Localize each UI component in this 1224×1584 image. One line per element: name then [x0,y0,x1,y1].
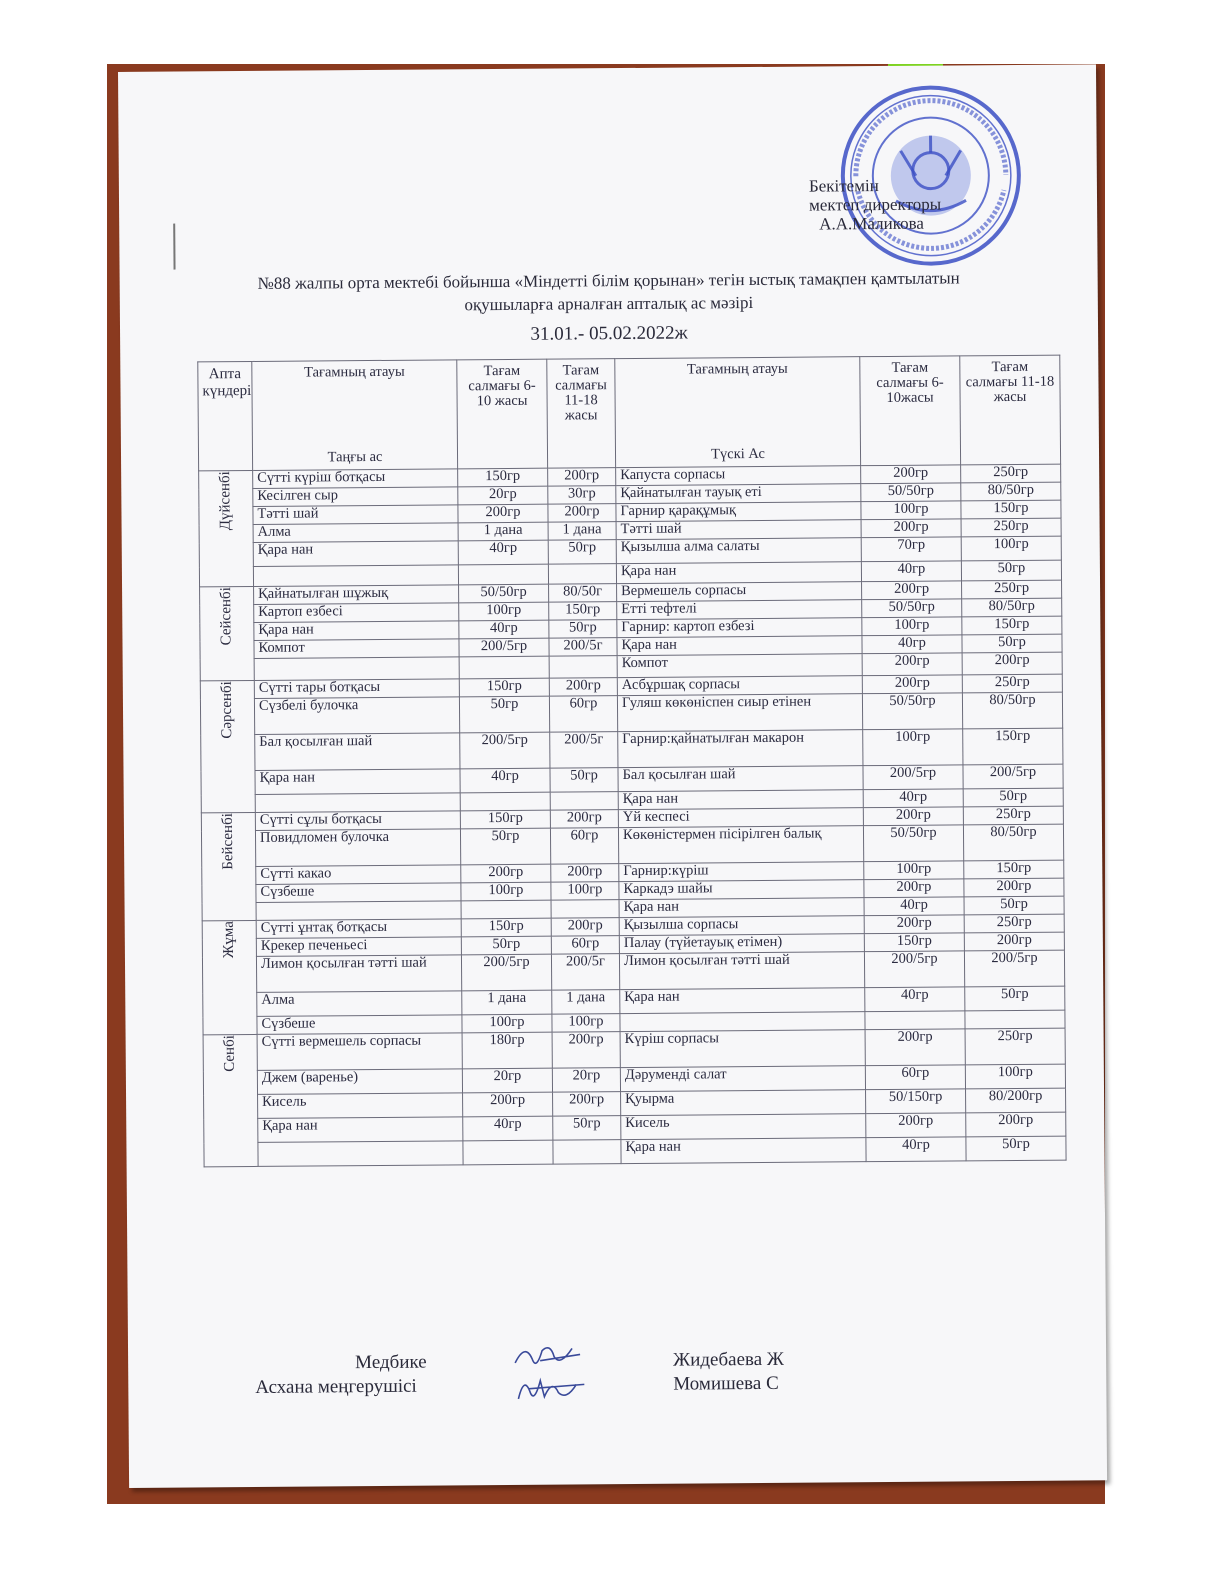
lunch-weight-6-10-cell: 70гр [861,537,961,562]
breakfast-weight-11-18-cell [549,656,617,679]
breakfast-dish-cell: Сүзбеше [256,883,461,903]
lunch-dish-cell: Гарнир қарақұмық [616,502,861,522]
breakfast-dish-cell: Алма [253,523,458,543]
breakfast-dish-cell: Қара нан [253,541,458,567]
lunch-dish-cell: Қара нан [621,1138,866,1164]
lunch-weight-11-18-cell: 200/5гр [964,950,1064,987]
lunch-weight-6-10-cell: 40гр [861,561,961,582]
breakfast-weight-6-10-cell: 1 дана [462,990,552,1015]
breakfast-weight-11-18-cell: 150гр [549,602,617,621]
lunch-weight-11-18-cell: 250гр [962,674,1062,693]
table-header-row [198,355,1061,471]
lunch-dish-cell: Етті тефтелі [617,600,862,620]
header-breakfast-sub: Таңғы ас [327,448,383,466]
breakfast-weight-6-10-cell: 180гр [462,1032,552,1069]
lunch-weight-11-18-cell: 250гр [964,914,1064,933]
day-cell [200,680,255,812]
lunch-weight-11-18-cell: 200гр [964,932,1064,951]
lunch-dish-cell: Көкөністермен пісірілген балық [618,826,863,864]
lunch-dish-cell: Күріш сорпасы [620,1030,865,1068]
breakfast-weight-11-18-cell: 50гр [549,620,617,639]
breakfast-weight-11-18-cell: 50гр [553,1116,621,1141]
day-name: Бейсенбі [219,813,237,870]
breakfast-weight-6-10-cell [459,656,549,679]
breakfast-weight-6-10-cell: 20гр [458,486,548,505]
breakfast-weight-6-10-cell: 150гр [461,918,551,937]
lunch-weight-11-18-cell: 50гр [966,1136,1066,1161]
lunch-weight-6-10-cell: 200гр [861,519,961,538]
breakfast-dish-cell: Сүзбеше [257,1015,462,1035]
header-lunch-name: Тағамның атауы Түскі Ас [615,357,861,468]
day-cell [203,1034,258,1166]
lunch-weight-6-10-cell: 100гр [864,861,964,880]
breakfast-weight-6-10-cell: 20гр [462,1068,552,1093]
breakfast-weight-6-10-cell [458,564,548,585]
lunch-weight-11-18-cell: 50гр [961,560,1061,581]
breakfast-weight-11-18-cell: 50гр [550,768,618,793]
breakfast-dish-cell [255,793,460,813]
menu-table [197,355,1066,1168]
lunch-dish-cell [620,1012,865,1032]
breakfast-weight-11-18-cell: 60гр [551,936,619,955]
lunch-weight-6-10-cell: 40гр [864,897,964,916]
breakfast-dish-cell: Қара нан [258,1117,463,1143]
header-lunch-weight-6-10: Тағам салмағы 6-10жасы [860,356,961,466]
approval-line-2: мектеп директоры [808,194,942,215]
lunch-weight-6-10-cell: 200/5гр [863,765,963,790]
lunch-weight-6-10-cell: 200гр [864,915,964,934]
breakfast-dish-cell: Повидломен булочка [255,829,460,867]
breakfast-dish-cell: Кисель [258,1093,463,1119]
lunch-weight-11-18-cell: 80/50гр [962,692,1062,729]
lunch-weight-11-18-cell: 100гр [961,536,1061,561]
nurse-role: Медбике [355,1351,427,1374]
nurse-name: Жидебаева Ж [673,1348,784,1371]
breakfast-weight-6-10-cell: 50гр [460,828,550,865]
lunch-dish-cell: Қара нан [617,636,862,656]
lunch-weight-6-10-cell: 50/50гр [862,599,962,618]
lunch-weight-11-18-cell: 250гр [965,1028,1065,1065]
breakfast-weight-11-18-cell: 200гр [548,468,616,487]
approval-line-3: А.А.Маликова [819,213,924,234]
lunch-weight-6-10-cell: 100гр [862,617,962,636]
lunch-weight-6-10-cell: 40гр [862,635,962,654]
lunch-dish-cell: Компот [617,654,862,678]
breakfast-weight-6-10-cell [460,792,550,811]
approval-line-1: Бекітемін [808,176,879,196]
breakfast-weight-11-18-cell: 200гр [551,864,619,883]
breakfast-weight-6-10-cell: 40гр [463,1116,553,1141]
lunch-weight-11-18-cell: 50гр [962,634,1062,653]
breakfast-dish-cell: Сүтті вермешель сорпасы [257,1033,462,1071]
lunch-weight-6-10-cell: 200гр [864,879,964,898]
lunch-weight-11-18-cell: 100гр [965,1064,1065,1089]
breakfast-dish-cell: Крекер печеньесі [256,937,461,957]
breakfast-dish-cell: Қара нан [255,769,460,795]
lunch-weight-6-10-cell: 50/50гр [862,693,962,730]
lunch-weight-6-10-cell: 50/150гр [866,1089,966,1114]
day-cell [202,920,257,1034]
day-name: Сенбі [221,1035,238,1072]
lunch-weight-6-10-cell: 50/50гр [863,825,963,862]
lunch-dish-cell: Вермешель сорпасы [617,582,862,602]
lunch-dish-cell: Бал қосылған шай [618,766,863,792]
document-page [118,64,1107,1488]
day-name: Дүйсенбі [217,471,234,531]
day-cell [201,812,256,920]
lunch-weight-6-10-cell [865,1011,965,1030]
lunch-weight-6-10-cell: 200гр [863,807,963,826]
approval-block [809,176,942,234]
breakfast-weight-6-10-cell [461,900,551,919]
breakfast-weight-6-10-cell: 1 дана [458,522,548,541]
lunch-dish-cell: Каркадэ шайы [619,880,864,900]
lunch-weight-11-18-cell: 250гр [962,580,1062,599]
lunch-weight-11-18-cell: 150гр [962,616,1062,635]
lunch-weight-11-18-cell: 250гр [963,806,1063,825]
header-day: Апта күндері [198,361,253,470]
breakfast-weight-6-10-cell: 100гр [461,882,551,901]
breakfast-weight-11-18-cell: 200гр [549,678,617,697]
breakfast-weight-11-18-cell: 200/5г [549,638,617,657]
day-name: Сейсенбі [218,587,235,646]
header-weight-11-18: Тағам салмағы 11-18 жасы [547,359,616,469]
lunch-weight-11-18-cell: 150гр [963,728,1063,765]
breakfast-weight-6-10-cell: 200/5гр [459,638,549,657]
breakfast-weight-11-18-cell: 200гр [552,1032,620,1069]
breakfast-weight-6-10-cell: 150гр [460,810,550,829]
breakfast-weight-6-10-cell: 200гр [461,864,551,883]
lunch-weight-6-10-cell: 150гр [864,933,964,952]
lunch-weight-6-10-cell: 200гр [862,653,962,676]
kitchen-manager-name: Момишева С [673,1372,779,1395]
menu-body [199,464,1066,1167]
lunch-weight-11-18-cell: 200/5гр [963,764,1063,789]
breakfast-dish-cell: Сүзбелі булочка [254,697,459,735]
lunch-weight-6-10-cell: 40гр [863,789,963,808]
breakfast-weight-11-18-cell [551,900,619,919]
lunch-dish-cell: Үй кеспесі [618,808,863,828]
lunch-dish-cell: Палау (түйетауық етімен) [619,934,864,954]
breakfast-weight-6-10-cell: 40гр [458,540,548,565]
breakfast-weight-6-10-cell: 50гр [459,696,549,733]
breakfast-dish-cell: Лимон қосылған тәтті шай [256,955,461,993]
breakfast-weight-6-10-cell: 40гр [459,620,549,639]
lunch-weight-11-18-cell: 80/200гр [966,1088,1066,1113]
lunch-weight-6-10-cell: 100гр [861,501,961,520]
breakfast-weight-11-18-cell: 200гр [553,1092,621,1117]
lunch-weight-6-10-cell: 60гр [865,1065,965,1090]
breakfast-dish-cell [256,901,461,921]
breakfast-dish-cell: Кесілген сыр [253,487,458,507]
lunch-dish-cell: Асбұршақ сорпасы [617,676,862,696]
breakfast-weight-11-18-cell [548,564,616,585]
header-weight-6-10: Тағам салмағы 6-10 жасы [457,359,548,469]
handwritten-signatures-icon [510,1340,591,1411]
breakfast-weight-6-10-cell: 100гр [459,602,549,621]
document-dates: 31.01.- 05.02.2022ж [530,322,688,345]
lunch-weight-11-18-cell: 150гр [961,500,1061,519]
lunch-dish-cell: Тәтті шай [616,520,861,540]
breakfast-dish-cell: Компот [254,639,459,659]
lunch-weight-6-10-cell: 40гр [866,1137,966,1162]
breakfast-weight-11-18-cell: 60гр [549,696,617,733]
breakfast-dish-cell: Алма [257,991,462,1017]
lunch-dish-cell: Қара нан [616,562,861,584]
lunch-weight-11-18-cell: 80/50гр [963,824,1063,861]
breakfast-weight-11-18-cell: 30гр [548,486,616,505]
lunch-dish-cell: Дәрумендi салат [620,1066,865,1092]
breakfast-dish-cell: Сүтті күріш ботқасы [253,469,458,489]
day-name: Жұма [220,921,237,959]
breakfast-weight-11-18-cell: 80/50г [549,584,617,603]
breakfast-dish-cell: Қайнатылған шұжық [254,585,459,605]
lunch-dish-cell: Қызылша сорпасы [619,916,864,936]
lunch-dish-cell: Қызылша алма салаты [616,538,861,564]
breakfast-weight-11-18-cell: 200гр [551,918,619,937]
breakfast-weight-6-10-cell: 40гр [460,768,550,793]
lunch-dish-cell: Кисель [621,1114,866,1140]
breakfast-weight-11-18-cell: 100гр [551,882,619,901]
lunch-dish-cell: Қара нан [618,790,863,810]
lunch-weight-6-10-cell: 40гр [865,987,965,1012]
breakfast-weight-11-18-cell: 200/5г [551,954,619,991]
breakfast-dish-cell: Сүтті ұнтақ ботқасы [256,919,461,939]
lunch-weight-11-18-cell: 150гр [964,860,1064,879]
breakfast-dish-cell: Сүтті какао [256,865,461,885]
header-lunch-weight-11-18: Тағам салмағы 11-18 жасы [960,355,1061,465]
breakfast-weight-6-10-cell [463,1140,553,1165]
lunch-dish-cell: Қара нан [620,988,865,1014]
document-title-line-1: №88 жалпы орта мектебі бойынша «Міндетті білім қорынан» тегін ыстық тамақпен қамтылатын [257,268,960,293]
breakfast-weight-6-10-cell: 100гр [462,1014,552,1033]
breakfast-weight-11-18-cell: 20гр [552,1068,620,1093]
lunch-weight-6-10-cell: 200гр [866,1113,966,1138]
lunch-weight-6-10-cell: 200гр [865,1029,965,1066]
lunch-dish-cell: Гарнир:қайнатылған макарон [618,730,863,768]
breakfast-weight-11-18-cell: 100гр [552,1014,620,1033]
breakfast-weight-11-18-cell: 200/5г [550,732,618,769]
lunch-weight-6-10-cell: 200гр [862,581,962,600]
breakfast-dish-cell [254,657,459,681]
breakfast-weight-11-18-cell: 60гр [550,828,618,865]
lunch-dish-cell: Қуырма [621,1090,866,1116]
breakfast-weight-11-18-cell: 200гр [550,810,618,829]
lunch-weight-11-18-cell: 50гр [964,896,1064,915]
lunch-weight-11-18-cell: 80/50гр [961,482,1061,501]
lunch-dish-cell: Гарнир:күріш [619,862,864,882]
lunch-dish-cell: Лимон қосылған тәтті шай [619,952,864,990]
lunch-weight-6-10-cell: 200гр [862,675,962,694]
day-name: Сәрсенбі [218,681,236,739]
breakfast-weight-6-10-cell: 150гр [458,468,548,487]
lunch-weight-6-10-cell: 50/50гр [861,483,961,502]
breakfast-weight-6-10-cell: 200/5гр [461,954,551,991]
lunch-weight-11-18-cell: 80/50гр [962,598,1062,617]
day-cell [199,470,254,586]
breakfast-dish-cell [258,1141,463,1167]
breakfast-weight-6-10-cell: 50/50гр [459,584,549,603]
kitchen-manager-role: Асхана меңгерушісі [255,1375,417,1398]
breakfast-weight-11-18-cell [550,792,618,811]
breakfast-weight-11-18-cell [553,1140,621,1165]
breakfast-dish-cell: Тәтті шай [253,505,458,525]
lunch-dish-cell: Гуляш көкөніспен сиыр етінен [617,694,862,732]
lunch-weight-11-18-cell: 250гр [961,464,1061,483]
lunch-weight-11-18-cell: 250гр [961,518,1061,537]
lunch-weight-6-10-cell: 100гр [863,729,963,766]
lunch-weight-11-18-cell: 200гр [964,878,1064,897]
header-lunch-sub: Түскі Ас [711,445,765,463]
breakfast-dish-cell: Сүтті сұлы ботқасы [255,811,460,831]
breakfast-weight-6-10-cell: 150гр [459,678,549,697]
lunch-dish-cell: Қара нан [619,898,864,918]
breakfast-dish-cell: Джем (варенье) [257,1069,462,1095]
lunch-weight-11-18-cell: 200гр [966,1112,1066,1137]
hole-punch-mark [173,224,175,270]
breakfast-weight-6-10-cell: 50гр [461,936,551,955]
breakfast-weight-6-10-cell: 200гр [458,504,548,523]
breakfast-dish-cell: Картоп езбесі [254,603,459,623]
lunch-weight-11-18-cell: 50гр [963,788,1063,807]
document-title-line-2: оқушыларға арналған апталық ас мәзірі [464,293,754,315]
lunch-weight-11-18-cell: 200гр [962,652,1062,675]
lunch-weight-11-18-cell [965,1010,1065,1029]
breakfast-dish-cell: Сүтті тары ботқасы [254,679,459,699]
day-cell [200,586,255,680]
breakfast-dish-cell: Қара нан [254,621,459,641]
lunch-dish-cell: Капуста сорпасы [616,466,861,486]
breakfast-weight-11-18-cell: 1 дана [548,522,616,541]
breakfast-weight-6-10-cell: 200гр [463,1092,553,1117]
breakfast-dish-cell: Бал қосылған шай [255,733,460,771]
breakfast-weight-11-18-cell: 1 дана [552,990,620,1015]
lunch-weight-6-10-cell: 200гр [861,465,961,484]
breakfast-weight-11-18-cell: 200гр [548,504,616,523]
breakfast-dish-cell [253,565,458,587]
breakfast-weight-6-10-cell: 200/5гр [460,732,550,769]
lunch-dish-cell: Гарнир: картоп езбезі [617,618,862,638]
header-breakfast-name: Тағамның атауы Таңғы ас [252,360,458,471]
lunch-dish-cell: Қайнатылған тауық еті [616,484,861,504]
lunch-weight-11-18-cell: 50гр [965,986,1065,1011]
breakfast-weight-11-18-cell: 50гр [548,540,616,565]
lunch-weight-6-10-cell: 200/5гр [864,951,964,988]
